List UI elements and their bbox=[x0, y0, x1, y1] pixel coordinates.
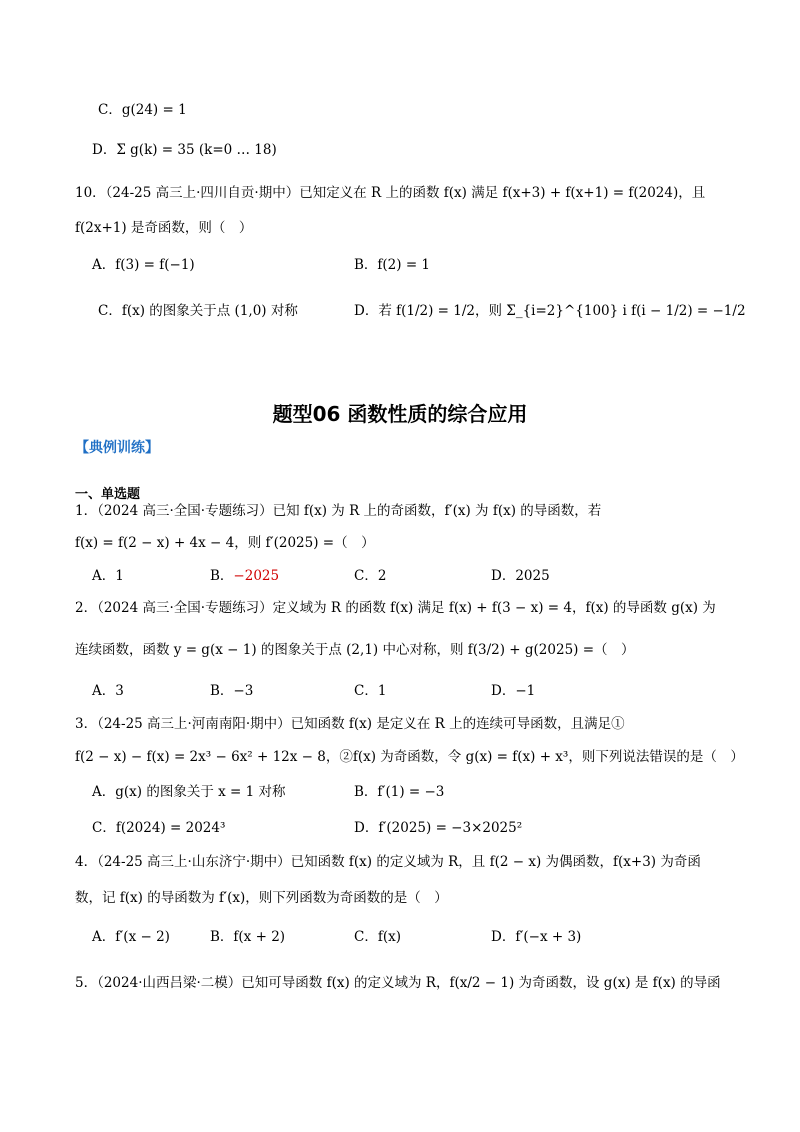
example-training-tag: 【典例训练】 bbox=[75, 440, 159, 456]
q3-option-d: D．f′(2025) = −3×2025² bbox=[354, 820, 523, 836]
section-title: 题型06 函数性质的综合应用 bbox=[272, 402, 528, 426]
q3-option-c: C．f(2024) = 2024³ bbox=[92, 820, 226, 836]
q3-stem-line2: f(2 − x) − f(x) = 2x³ − 6x² + 12x − 8，②f(x) 为奇函数，令 g(x) = f(x) + x³，则下列说法错误的是（ ） bbox=[75, 749, 744, 765]
q5-stem-line1: 5．（2024·山西吕梁·二模）已知可导函数 f(x) 的定义域为 R，f(x/2 − 1) 为奇函数，设 g(x) 是 f(x) 的导函 bbox=[75, 975, 721, 991]
q1-option-d: D．2025 bbox=[491, 568, 550, 584]
q10-option-d: D．若 f(1/2) = 1/2，则 Σ_{i=2}^{100} i f(i − 1/2) = −1/2 bbox=[354, 303, 746, 319]
q4-option-a: A．f′(x − 2) bbox=[92, 929, 170, 945]
q1-option-b bbox=[210, 567, 279, 585]
q4-option-c: C．f(x) bbox=[354, 929, 401, 945]
q3-option-a: A．g(x) 的图象关于 x = 1 对称 bbox=[92, 784, 286, 800]
q10-option-a: A．f(3) = f(−1) bbox=[92, 257, 195, 273]
q4-stem-line2: 数，记 f(x) 的导函数为 f′(x)，则下列函数为奇函数的是（ ） bbox=[75, 890, 448, 906]
q2-option-c: C．1 bbox=[354, 683, 387, 699]
prev-option-c: C．g(24) = 1 bbox=[98, 102, 187, 118]
q2-stem-line1: 2．（2024 高三·全国·专题练习）定义域为 R 的函数 f(x) 满足 f(x) + f(3 − x) = 4，f(x) 的导函数 g(x) 为 bbox=[75, 600, 716, 616]
q4-option-b: B．f(x + 2) bbox=[210, 929, 286, 945]
prev-option-d: D．Σ g(k) = 35 (k=0 … 18) bbox=[92, 142, 277, 158]
part-heading: 一、单选题 bbox=[75, 487, 141, 502]
q2-stem-line2: 连续函数，函数 y = g(x − 1) 的图象关于点 (2,1) 中心对称，则 f(3/2) + g(2025) =（ ） bbox=[75, 642, 635, 658]
q1-stem-line2: f(x) = f(2 − x) + 4x − 4，则 f′(2025) =（ ） bbox=[75, 535, 375, 551]
q4-stem-line1: 4．（24-25 高三上·山东济宁·期中）已知函数 f(x) 的定义域为 R，且 f(2 − x) 为偶函数，f(x+3) 为奇函 bbox=[75, 854, 701, 870]
q10-option-b: B．f(2) = 1 bbox=[354, 257, 431, 273]
q10-stem-line2: f(2x+1) 是奇函数，则（ ） bbox=[75, 220, 253, 236]
q10-option-c: C．f(x) 的图象关于点 (1,0) 对称 bbox=[98, 303, 298, 319]
q1-stem-line1: 1．（2024 高三·全国·专题练习）已知 f(x) 为 R 上的奇函数，f′(x) 为 f(x) 的导函数，若 bbox=[75, 503, 602, 519]
q1-option-c: C．2 bbox=[354, 568, 387, 584]
q2-option-a: A．3 bbox=[92, 683, 124, 699]
q3-option-b: B．f′(1) = −3 bbox=[354, 784, 445, 800]
q2-option-d: D．−1 bbox=[491, 683, 536, 699]
q1-option-b-label: B． bbox=[210, 568, 234, 584]
q4-option-d: D．f′(−x + 3) bbox=[491, 929, 582, 945]
q2-option-b: B．−3 bbox=[210, 683, 254, 699]
q10-stem-line1: 10．（24-25 高三上·四川自贡·期中）已知定义在 R 上的函数 f(x) 满足 f(x+3) + f(x+1) = f(2024)，且 bbox=[75, 185, 706, 201]
q1-option-a: A．1 bbox=[92, 568, 124, 584]
q3-stem-line1: 3．（24-25 高三上·河南南阳·期中）已知函数 f(x) 是定义在 R 上的连续可导函数，且满足① bbox=[75, 716, 625, 732]
q1-option-b-value: −2025 bbox=[233, 568, 280, 584]
